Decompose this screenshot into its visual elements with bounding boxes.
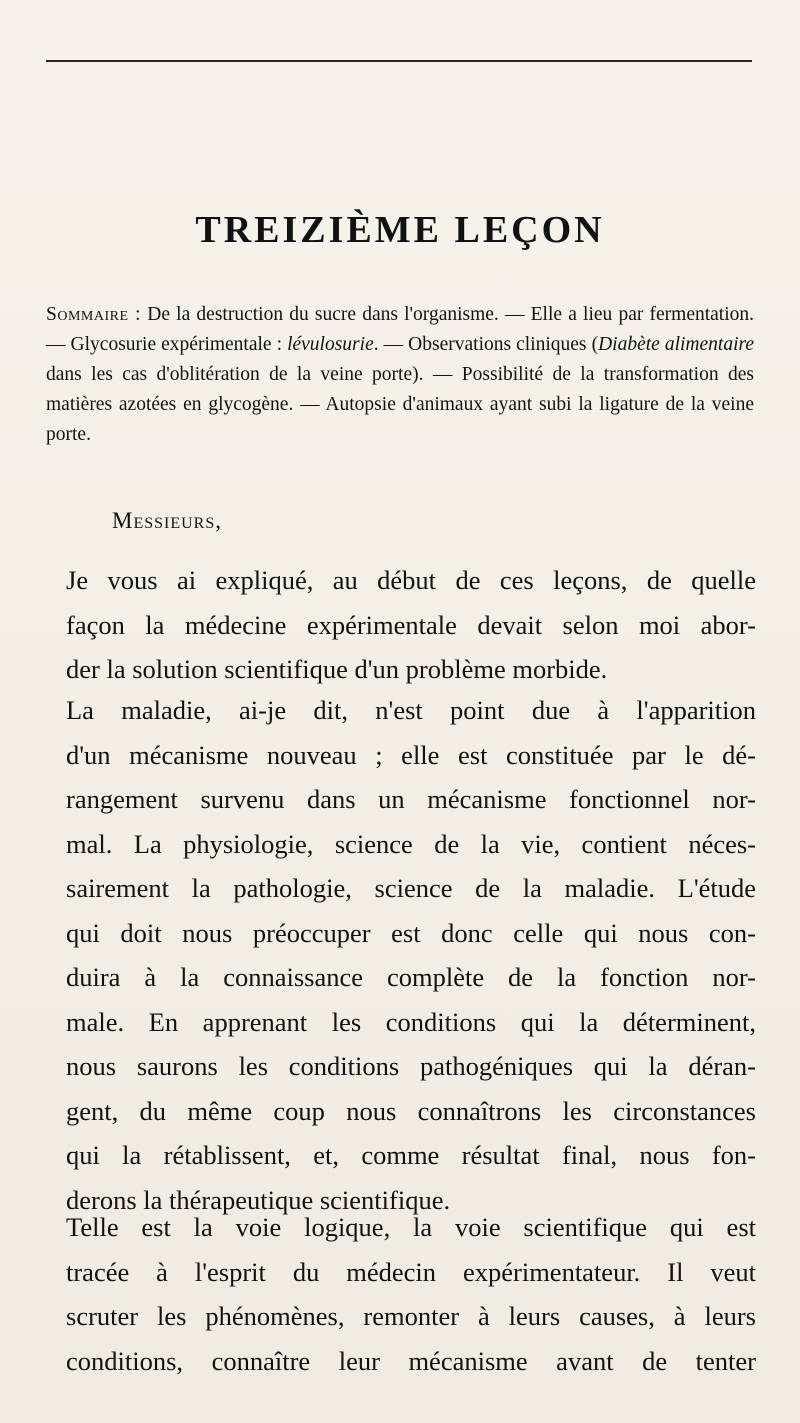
text-line: façon la médecine expérimentale devait selon moi abor-	[66, 609, 756, 640]
header-rule	[46, 60, 752, 62]
paragraph-3	[66, 1205, 756, 1383]
text-line: duira à la connaissance complète de la fonction nor-	[66, 962, 756, 992]
text-line: Je vous ai expliqué, au début de ces leçons, de quelle	[66, 565, 756, 595]
sommaire-italic-1: lévulosurie	[287, 334, 374, 355]
text-line: sairement la pathologie, science de la maladie. L'étude	[66, 873, 756, 903]
text-line: Telle est la voie logique, la voie scientifique qui est	[66, 1212, 756, 1242]
sommaire-summary	[46, 300, 754, 450]
text-line: scruter les phénomènes, remonter à leurs causes, à leurs	[66, 1301, 756, 1331]
text-line: male. En apprenant les conditions qui la déterminent,	[66, 1006, 756, 1037]
sommaire-text-2: . — Observations cliniques (	[373, 334, 599, 355]
text-line: rangement survenu dans un mécanisme fonctionnel nor-	[66, 784, 756, 814]
sommaire-italic-2: Diabète alimentaire	[598, 334, 755, 355]
sommaire-text-3: dans les cas d'oblitération de la veine porte). — Possibilité de la transformation des matières azotées en glycogène. — Autopsie d'animaux ayant subi la ligature de la veine porte.	[46, 364, 754, 445]
text-line: nous saurons les conditions pathogéniques qui la déran-	[66, 1051, 756, 1081]
text-line: qui la rétablissent, et, comme résultat final, nous fon-	[66, 1140, 756, 1170]
text-line: derons la thérapeutique scientifique.	[66, 1184, 451, 1215]
text-line: der la solution scientifique d'un problème morbide.	[66, 654, 608, 684]
text-line: conditions, connaître leur mécanisme avant de tenter	[66, 1345, 756, 1376]
text-line: tracée à l'esprit du médecin expérimentateur. Il veut	[66, 1256, 756, 1287]
text-line: gent, du même coup nous connaîtrons les circonstances	[66, 1095, 756, 1126]
text-line: La maladie, ai-je dit, n'est point due à l'apparition	[66, 695, 756, 725]
sommaire-label: Sommaire :	[46, 304, 142, 325]
sommaire-text-1: De la destruction du sucre dans l'organisme. — Elle a lieu par fermentation. — Glycosurie expérimentale :	[46, 304, 755, 355]
salutation: Messieurs,	[112, 508, 222, 533]
text-line: mal. La physiologie, science de la vie, contient néces-	[66, 828, 756, 859]
page-title: TREIZIÈME LEÇON	[195, 209, 605, 251]
text-line: d'un mécanisme nouveau ; elle est constituée par le dé-	[66, 739, 756, 770]
paragraph-2	[66, 688, 756, 1222]
paragraph-1	[66, 558, 756, 692]
text-line: qui doit nous préoccuper est donc celle qui nous con-	[66, 917, 756, 948]
